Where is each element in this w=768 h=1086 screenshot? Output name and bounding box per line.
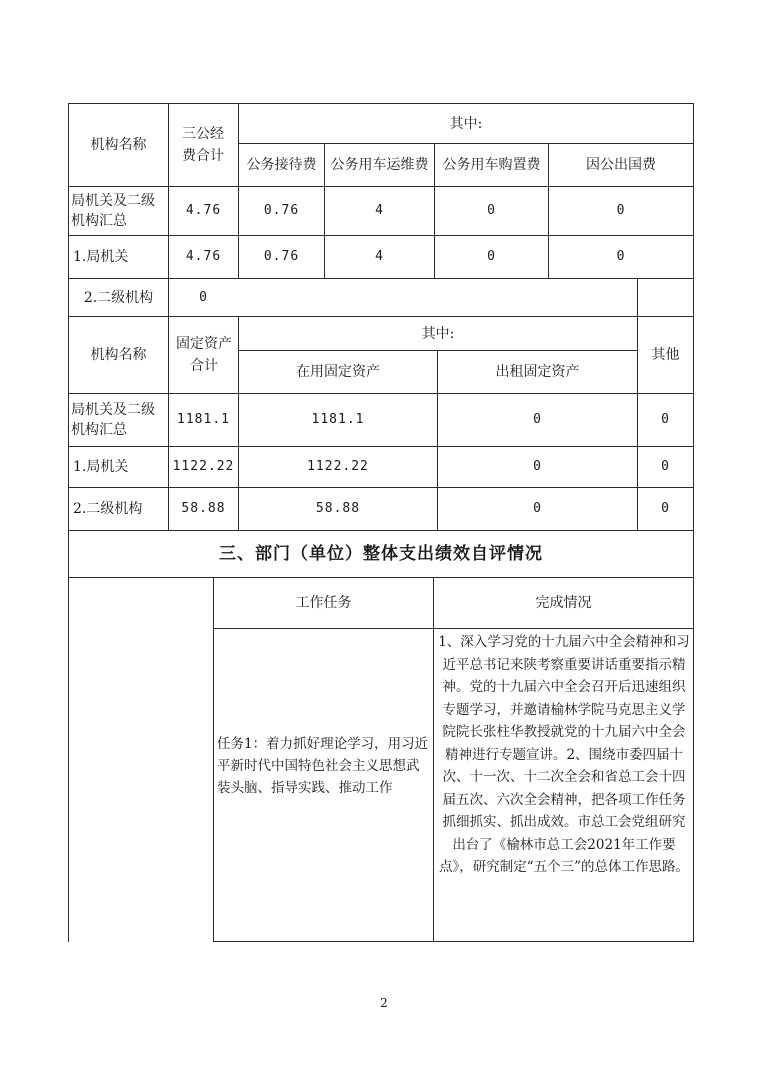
t1-row3-total: 0 xyxy=(199,289,208,305)
t1-header-among: 其中: xyxy=(449,115,483,132)
t1-header-col-vehicle-purchase: 公务用车购置费 xyxy=(442,157,541,173)
t2-row1-in-use: 1181.1 xyxy=(311,412,365,427)
table-border xyxy=(693,103,694,316)
table-border xyxy=(213,628,693,629)
t1-row2-total: 4.76 xyxy=(185,249,222,264)
s3-header-task: 工作任务 xyxy=(295,595,352,611)
t2-header-col-in-use: 在用固定资产 xyxy=(296,364,380,380)
t2-header-other: 其他 xyxy=(651,347,680,363)
s3-done1-text: 1、深入学习党的十九届六中全会精神和习近平总书记来陕考察重要讲话重要指示精神。党的十九届六中全会召开后迅速组织专题学习，并邀请榆林学院马克思主义学院院长张柱华教授就党的十九届六中全会精神进行专题宣讲。2、围绕市委四届十次、十一次、十二次全会和省总工会十四届五次、六次全会精神，把各项工作任务抓细抓实、抓出成效。市总工会党组研究出台了《榆林市总工会2021年工作要点》，研究制定“五个三”的总体工作思路。 xyxy=(438,634,690,875)
s3-task1-text: 任务1：着力抓好理论学习，用习近平新时代中国特色社会主义思想武装头脑、指导实践、推动工作 xyxy=(217,736,429,796)
table-border xyxy=(433,577,434,942)
t2-row1-name: 局机关及二级机构汇总 xyxy=(71,402,155,438)
table-border xyxy=(213,941,693,942)
t1-row2-vehicle-ops: 4 xyxy=(375,249,384,264)
t1-row1-total: 4.76 xyxy=(185,203,222,218)
t1-header-col-hospitality: 公务接待费 xyxy=(246,157,317,173)
t1-row2-overseas: 0 xyxy=(616,249,626,264)
t2-row3-total: 58.88 xyxy=(181,501,226,516)
t2-row1-rented: 0 xyxy=(533,412,542,427)
t1-row3-name: 2.二级机构 xyxy=(83,289,154,306)
t2-row3-rented: 0 xyxy=(533,501,542,516)
t2-header-col-rented: 出租固定资产 xyxy=(495,364,580,380)
t2-row3-name: 2.二级机构 xyxy=(73,501,143,517)
t2-header-among: 其中: xyxy=(421,325,455,342)
t2-header-total: 固定资产合计 xyxy=(176,336,232,374)
table-border xyxy=(693,316,694,530)
t1-header-org-name: 机构名称 xyxy=(90,137,147,153)
t1-header-col-overseas: 因公出国费 xyxy=(586,157,656,173)
t2-row2-name: 1.局机关 xyxy=(73,459,129,475)
t2-row2-rented: 0 xyxy=(533,459,542,474)
t2-row3-in-use: 58.88 xyxy=(315,501,361,516)
t2-header-org-name: 机构名称 xyxy=(90,347,147,363)
t2-row1-other: 0 xyxy=(661,412,670,427)
t2-row2-in-use: 1122.22 xyxy=(307,459,369,474)
t1-row1-name: 局机关及二级机构汇总 xyxy=(71,193,155,229)
table-border xyxy=(213,577,214,942)
table-border xyxy=(68,530,69,942)
t1-row1-hospitality: 0.76 xyxy=(263,203,300,218)
page-number: 2 xyxy=(380,996,388,1010)
t1-header-total: 三公经费合计 xyxy=(182,126,224,164)
t1-header-col-vehicle-ops: 公务用车运维费 xyxy=(330,157,429,173)
t2-row2-other: 0 xyxy=(661,459,670,474)
table-border xyxy=(693,530,694,942)
t1-row1-vehicle-purchase: 0 xyxy=(487,203,496,218)
t2-row1-total: 1181.1 xyxy=(177,412,230,427)
s3-header-done: 完成情况 xyxy=(535,595,592,611)
t1-row1-vehicle-ops: 4 xyxy=(375,203,384,218)
t1-row1-overseas: 0 xyxy=(616,203,626,218)
t1-row2-name: 1.局机关 xyxy=(73,249,129,265)
t2-row2-total: 1122.22 xyxy=(172,459,235,474)
t1-row2-hospitality: 0.76 xyxy=(263,249,300,264)
section-title: 三、部门（单位）整体支出绩效自评情况 xyxy=(219,544,543,564)
t2-row3-other: 0 xyxy=(661,501,670,516)
table-border xyxy=(637,278,638,316)
t1-row2-vehicle-purchase: 0 xyxy=(487,249,496,264)
